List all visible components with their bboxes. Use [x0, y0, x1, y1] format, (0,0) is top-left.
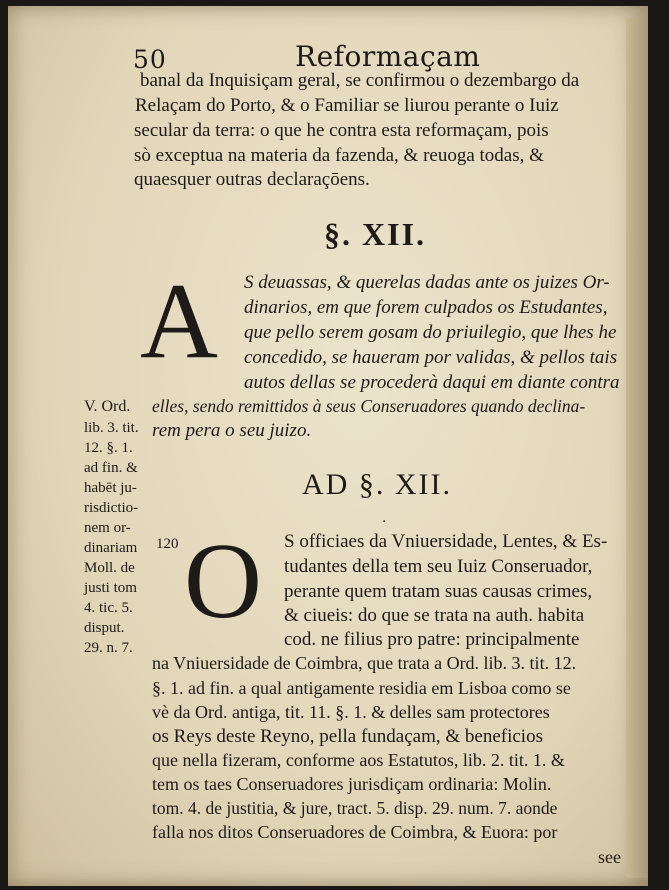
margin-note-line: dinariam: [84, 540, 138, 556]
margin-note-line: 4. tic. 5.: [84, 600, 133, 616]
book-page: [8, 6, 648, 886]
margin-note-line: Moll. de: [84, 560, 135, 576]
margin-note-line: 12. §. 1.: [84, 440, 133, 456]
margin-note-line: justi tom: [84, 580, 137, 596]
text-line: secular da terra: o que he contra esta reformaçam, pois: [134, 120, 549, 141]
text-line: tem os taes Conseruadores jurisdiçam ordinaria: Molin.: [152, 774, 552, 794]
text-line: quaesquer outras declaraçōens.: [134, 169, 370, 190]
text-line: sò exceptua na materia da fazenda, & reuoga todas, &: [134, 145, 544, 166]
drop-cap: A: [140, 262, 218, 381]
text-line: que nella fizeram, conforme aos Estatutos, lib. 2. tit. 1. &: [152, 750, 565, 770]
ornament-dot: ·: [382, 514, 387, 530]
section-heading: §. XII.: [324, 216, 427, 252]
margin-note-line: lib. 3. tit.: [84, 420, 139, 436]
margin-note-line: disput.: [84, 620, 125, 636]
text-line: tom. 4. de justitia, & jure, tract. 5. disp. 29. num. 7. aonde: [152, 798, 558, 818]
text-line: perante quem tratam suas causas crimes,: [284, 581, 593, 602]
margin-note-line: risdictio-: [84, 500, 139, 516]
catchword: see: [598, 847, 621, 867]
text-line: tudantes della tem seu Iuiz Conseruador,: [284, 556, 593, 577]
page-edge: [626, 18, 648, 878]
text-line: & ciueis: do que se trata na auth. habita: [284, 605, 585, 626]
text-line: elles, sendo remittidos à seus Conseruadores quando declina-: [152, 396, 586, 416]
text-line: os Reys deste Reyno, pella fundaçam, & beneficios: [152, 726, 543, 747]
margin-note-line: ad fin. &: [84, 460, 138, 476]
margin-note-line: habēt ju-: [84, 480, 137, 496]
text-line: banal da Inquisiçam geral, se confirmou o dezembargo da: [140, 70, 580, 91]
text-line: S officiaes da Vniuersidade, Lentes, & Es-: [284, 531, 608, 552]
text-line: autos dellas se procederà daqui em diante contra: [244, 372, 620, 393]
running-head: Reformaçam: [295, 40, 481, 73]
text-line: falla nos ditos Conseruadores de Coimbra, & Euora: por: [152, 822, 558, 842]
margin-note-line: nem or-: [84, 520, 131, 536]
drop-cap: O: [184, 522, 262, 641]
text-line: S deuassas, & querelas dadas ante os juizes Or-: [244, 272, 610, 293]
text-line: que pello serem gosam do priuilegio, que lhes he: [244, 322, 617, 343]
text-line: Relaçam do Porto, & o Familiar se liurou perante o Iuiz: [135, 95, 559, 116]
text-line: cod. ne filius pro patre: principalmente: [284, 629, 580, 650]
line-number: 120: [156, 536, 179, 552]
text-line: rem pera o seu juizo.: [152, 420, 312, 441]
text-line: §. 1. ad fin. a qual antigamente residia em Lisboa como se: [152, 678, 571, 698]
margin-note-line: 29. n. 7.: [84, 640, 133, 656]
text-line: dinarios, em que forem culpados os Estudantes,: [244, 297, 608, 318]
text-line: na Vniuersidade de Coimbra, que trata a Ord. lib. 3. tit. 12.: [152, 653, 577, 673]
margin-note-line: V. Ord.: [84, 398, 131, 415]
text-line: concedido, se haueram por validas, & pellos tais: [244, 347, 618, 368]
text-line: vè da Ord. antiga, tit. 11. §. 1. & delles sam protectores: [152, 702, 550, 722]
section-heading: AD §. XII.: [302, 468, 452, 501]
page-number: 50: [133, 45, 167, 74]
